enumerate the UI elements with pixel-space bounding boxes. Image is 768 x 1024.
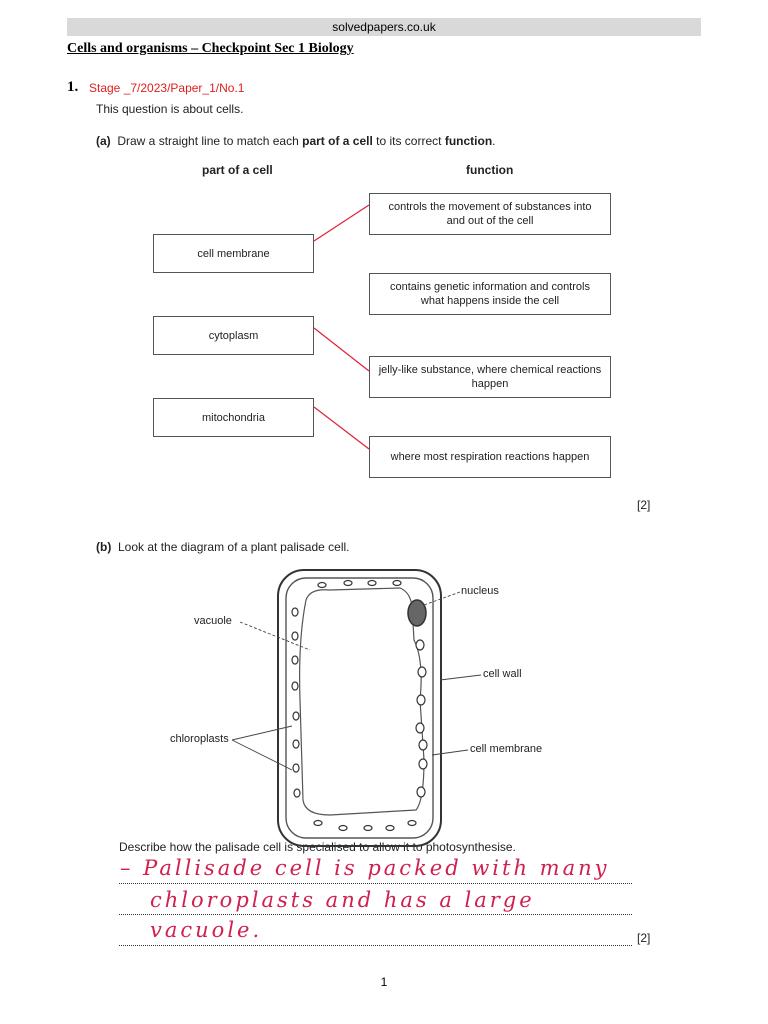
label-cell-membrane: cell membrane (470, 743, 543, 755)
describe-prompt: Describe how the palisade cell is specialised to allow it to photosynthesise. (119, 840, 516, 854)
part-box-mitochondria[interactable] (153, 398, 314, 437)
column-heading-function: function (466, 163, 514, 177)
part-a-marks: [2] (637, 498, 651, 512)
question-intro: This question is about cells. (96, 102, 244, 116)
palisade-cell-diagram (232, 570, 481, 846)
match-line-membrane (314, 205, 369, 241)
chloroplast-group (292, 581, 427, 831)
site-name: solvedpapers.co.uk (332, 20, 436, 34)
function-label: jelly-like substance, where chemical reactions happen (378, 364, 602, 390)
part-a-instruction (96, 134, 496, 148)
part-label: cytoplasm (208, 329, 259, 342)
function-label: where most respiration reactions happen (390, 451, 590, 463)
nucleus-shape (408, 600, 426, 626)
part-a-bold-1: part of a cell (302, 134, 373, 148)
part-a-text-1: Draw a straight line to match each (117, 134, 303, 148)
function-box-genetic[interactable] (369, 273, 611, 315)
label-vacuole: vacuole (194, 615, 232, 627)
cell-wall-outer (278, 570, 441, 846)
part-a-label: (a) (96, 134, 111, 148)
part-b-instruction (96, 540, 349, 554)
function-box-respiration[interactable] (369, 436, 611, 478)
function-label: controls the movement of substances into and out of the cell (388, 201, 592, 227)
label-cell-wall: cell wall (483, 668, 522, 680)
part-b-marks: [2] (637, 931, 651, 945)
part-box-cell-membrane[interactable] (153, 234, 314, 273)
handwritten-answer-line-2: chloroplasts and has a large (150, 888, 535, 912)
handwritten-answer-line-3: vacuole. (150, 918, 263, 942)
answer-line-3[interactable] (119, 945, 632, 946)
column-heading-part: part of a cell (202, 163, 273, 177)
part-a-text-3: . (492, 134, 496, 148)
label-leader-lines (232, 592, 481, 770)
label-chloroplasts: chloroplasts (170, 733, 229, 745)
answer-line-2[interactable] (119, 914, 632, 915)
part-label: cell membrane (197, 247, 270, 260)
document-title: Cells and organisms – Checkpoint Sec 1 Biology (67, 41, 354, 56)
label-nucleus: nucleus (461, 585, 499, 597)
part-box-cytoplasm[interactable] (153, 316, 314, 355)
part-b-text: Look at the diagram of a plant palisade cell. (118, 540, 350, 554)
part-a-text-2: to its correct (372, 134, 445, 148)
cell-membrane-outline (300, 588, 424, 815)
part-a-bold-2: function (444, 134, 493, 148)
question-reference: Stage _7/2023/Paper_1/No.1 (89, 81, 245, 95)
cell-wall-inner (286, 578, 433, 838)
part-b-label: (b) (96, 540, 112, 554)
handwritten-answer-line-1: – Pallisade cell is packed with many (120, 856, 610, 880)
page-number: 1 (380, 975, 388, 989)
function-box-movement[interactable] (369, 193, 611, 235)
part-label: mitochondria (202, 411, 265, 424)
match-line-mitochondria (314, 407, 369, 449)
answer-line-1[interactable] (119, 883, 632, 884)
match-line-cytoplasm (314, 328, 369, 371)
question-number: 1. (67, 79, 79, 95)
site-header-bar (67, 18, 701, 36)
function-box-jelly[interactable] (369, 356, 611, 398)
function-label: contains genetic information and controls what happens inside the cell (390, 281, 590, 307)
